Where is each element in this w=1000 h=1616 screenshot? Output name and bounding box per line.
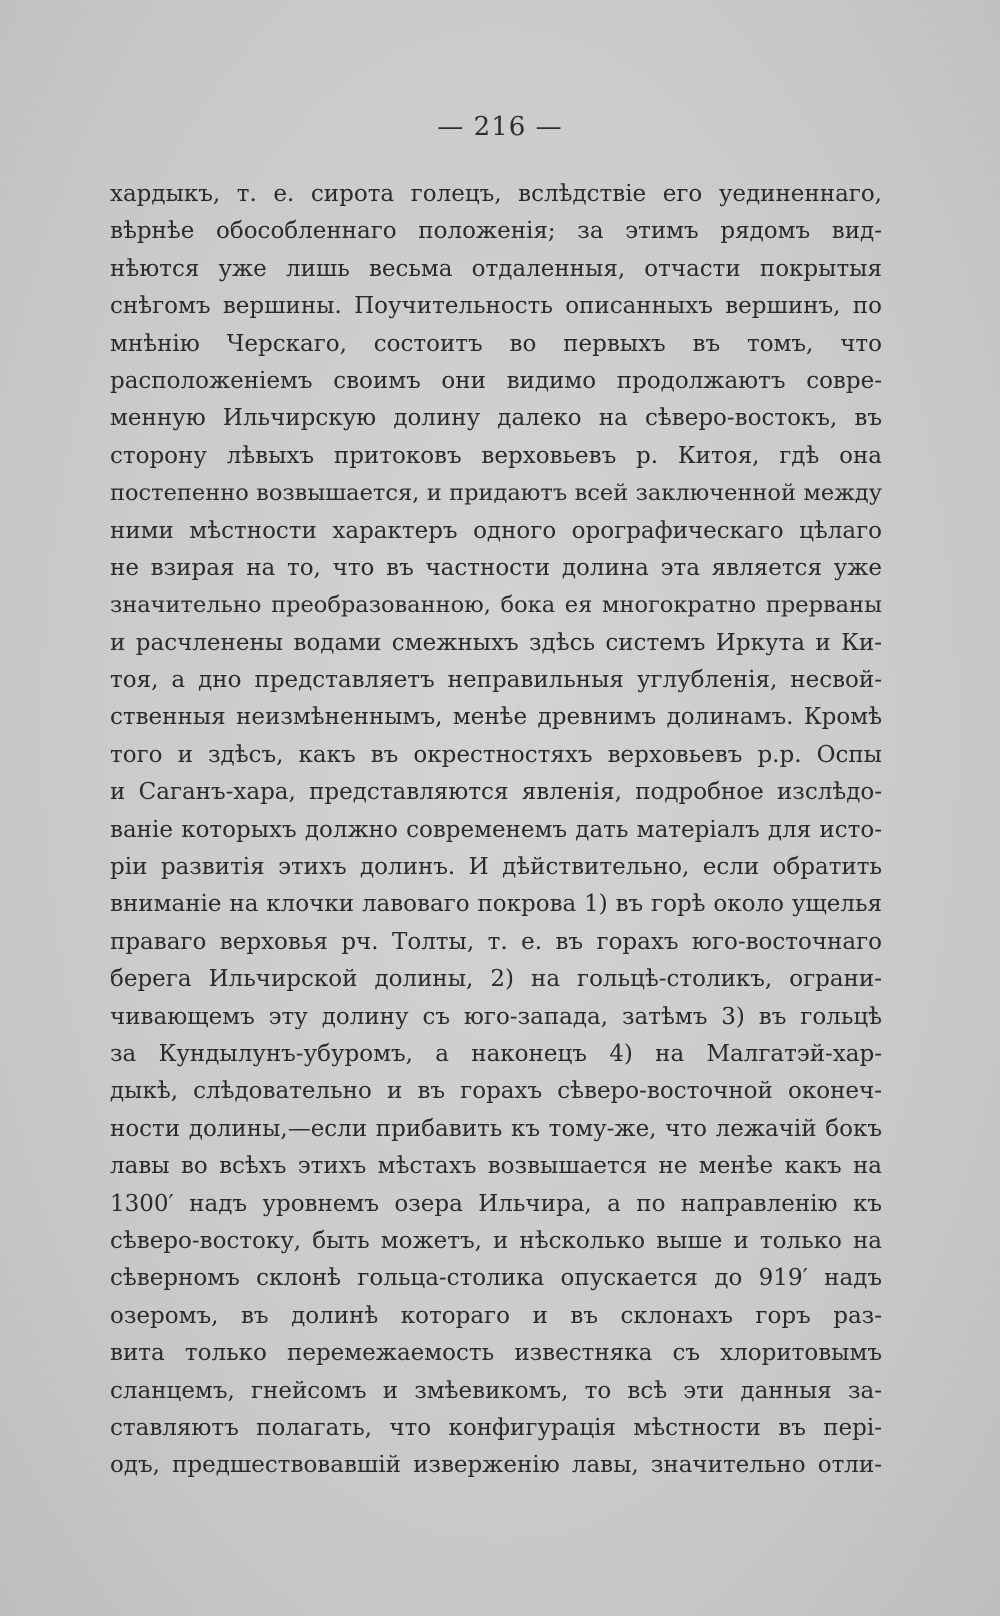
text-line: не взирая на то, что въ частности долина эта является уже (110, 554, 882, 581)
text-line: менную Ильчирскую долину далеко на сѣверо-востокъ, въ (110, 405, 882, 432)
text-line: ними мѣстности характеръ одного орографическаго цѣлаго (110, 517, 882, 544)
text-line: сѣверномъ склонѣ гольца-столика опускается до 919′ надъ (110, 1265, 882, 1292)
text-line: ставляютъ полагать, что конфигурація мѣстности въ пері- (110, 1414, 882, 1441)
text-line: ности долины,—если прибавить къ тому-же, что лежачій бокъ (110, 1115, 882, 1142)
text-line: вѣрнѣе обособленнаго положенія; за этимъ рядомъ вид- (110, 218, 882, 245)
text-line: сѣверо-востоку, быть можетъ, и нѣсколько выше и только на (110, 1227, 882, 1254)
text-line: постепенно возвышается, и придаютъ всей заключенной между (110, 480, 882, 507)
text-line: сланцемъ, гнейсомъ и змѣевикомъ, то всѣ эти данныя за- (110, 1377, 882, 1404)
text-line: за Кундылунъ-убуромъ, а наконецъ 4) на Малгатэй-хар- (110, 1040, 882, 1067)
text-line: и Саганъ-хара, представляются явленія, подробное изслѣдо- (110, 779, 882, 806)
text-line: ваніе которыхъ должно современемъ дать матеріалъ для исто- (110, 816, 882, 843)
text-line: 1300′ надъ уровнемъ озера Ильчира, а по направленію къ (110, 1190, 882, 1217)
page-number: — 216 — (437, 112, 563, 142)
body-text (110, 176, 882, 1485)
text-line: хардыкъ, т. е. сирота голецъ, вслѣдствіе его уединеннаго, (110, 181, 882, 207)
text-line: того и здѣсъ, какъ въ окрестностяхъ верховьевъ р.р. Оспы (110, 741, 882, 768)
text-line: расположеніемъ своимъ они видимо продолжаютъ совре- (110, 367, 882, 394)
text-line: ріи развитія этихъ долинъ. И дѣйствительно, если обратить (110, 854, 882, 881)
text-line: дыкѣ, слѣдовательно и въ горахъ сѣверо-восточной оконеч- (110, 1078, 882, 1105)
text-line: тоя, а дно представляетъ неправильныя углубленія, несвой- (110, 667, 882, 694)
text-line: значительно преобразованною, бока ея многократно прерваны (110, 592, 882, 619)
text-line: сторону лѣвыхъ притоковъ верховьевъ р. Китоя, гдѣ она (110, 442, 882, 469)
text-line: снѣгомъ вершины. Поучительность описанныхъ вершинъ, по (110, 293, 882, 320)
text-line: чивающемъ эту долину съ юго-запада, затѣмъ 3) въ гольцѣ (110, 1003, 882, 1030)
text-line: берега Ильчирской долины, 2) на гольцѣ-столикъ, ограни- (110, 966, 882, 993)
text-line: ственныя неизмѣненнымъ, менѣе древнимъ долинамъ. Кромѣ (110, 704, 882, 731)
text-line: и расчленены водами смежныхъ здѣсь системъ Иркута и Ки- (110, 629, 882, 656)
text-line: вниманіе на клочки лавоваго покрова 1) въ горѣ около ущелья (110, 891, 882, 918)
text-line: вита только перемежаемость известняка съ хлоритовымъ (110, 1340, 882, 1367)
text-line: праваго верховья рч. Толты, т. е. въ горахъ юго-восточнаго (110, 928, 882, 955)
text-line: озеромъ, въ долинѣ котораго и въ склонахъ горъ раз- (110, 1302, 882, 1329)
text-line: нѣются уже лишь весьма отдаленныя, отчасти покрытыя (110, 255, 882, 282)
text-line: мнѣнію Черскаго, состоитъ во первыхъ въ томъ, что (110, 330, 882, 357)
text-line: лавы во всѣхъ этихъ мѣстахъ возвышается не менѣе какъ на (110, 1153, 882, 1180)
text-line: одъ, предшествовавшій изверженію лавы, значительно отли- (110, 1452, 882, 1479)
